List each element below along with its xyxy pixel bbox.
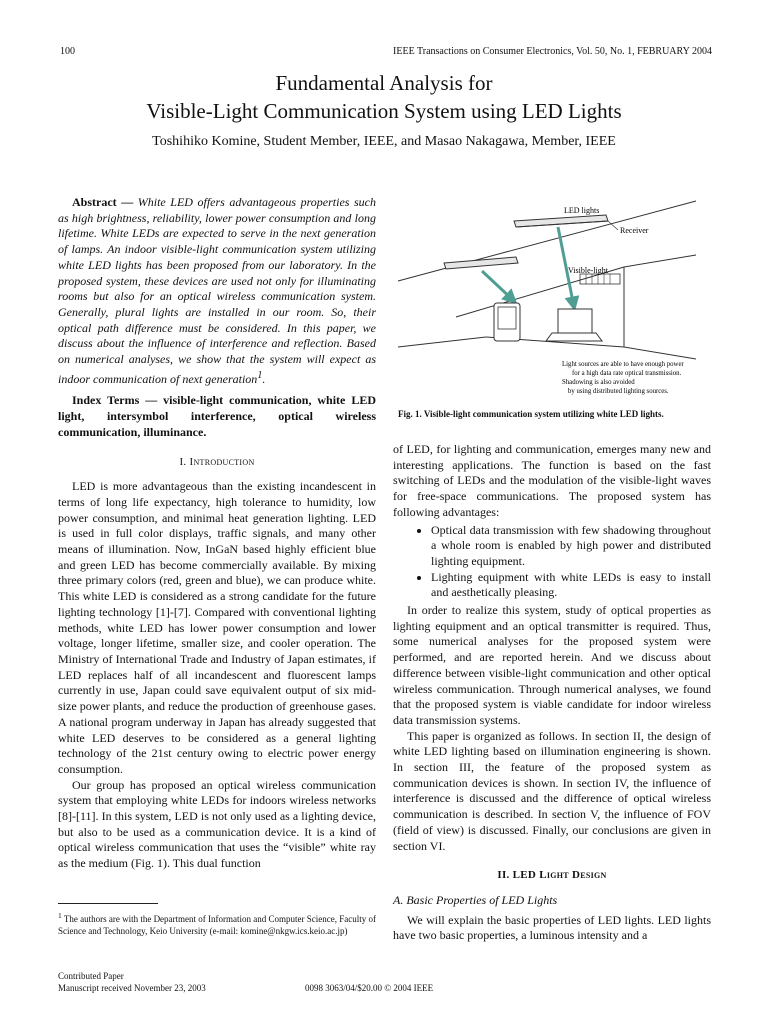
footnote	[58, 910, 376, 937]
footer-contributed: Contributed Paper	[58, 971, 124, 981]
footer-manuscript-date: Manuscript received November 23, 2003	[58, 983, 206, 993]
footnote-mark: 1	[257, 369, 263, 381]
abstract-end: .	[262, 371, 266, 386]
label-visible-light: Visible-light	[568, 266, 608, 275]
footnote-number: 1	[58, 911, 62, 920]
led-light-upper	[514, 215, 608, 227]
intro-paragraph-2-continued: of LED, for lighting and communication, emerges many new and interesting applications. The function is based on the fast switching of LEDs and the modulation of the visible-light waves for free-space communications. The proposed system has following advantages:	[393, 442, 711, 519]
note-line-2: for a high data rate optical transmission.	[572, 370, 682, 377]
section-heading-led-design	[393, 868, 711, 884]
footnote-divider	[58, 903, 158, 904]
section-title: LED Light Design	[512, 869, 607, 882]
window-blinds	[580, 274, 620, 284]
pda-device	[494, 303, 520, 341]
intro-paragraph-2: Our group has proposed an optical wireless communication system that employing white LEDs for indoors wireless networks [8]-[11]. In this system, LED is not only used as a lighting device, but also to be used as a communication device. It is a kind of optical wireless communication that uses the “visible” white ray as the medium (Fig. 1). This dual function	[58, 777, 376, 871]
note-line-3: Shadowing is also avoided	[562, 379, 635, 386]
list-item: • Lighting equipment with white LEDs is easy to install and aesthetically pleasing.	[431, 570, 711, 601]
room-illustration	[396, 197, 712, 402]
page-number: 100	[60, 46, 75, 57]
section-title: Introduction	[189, 455, 255, 468]
label-led-lights: LED lights	[564, 206, 600, 215]
abstract-text: White LED offers advantageous properties such as high brightness, reliability, lower power consumption and long lifetime. White LEDs are expected to serve in the next generation of lamps. An indoor visible-light communication system utilizing white LED lights has been proposed from our laboratory. In the proposed system, these devices are used not only for illuminating rooms but also for an optical wireless communication system. Generally, plural lights are installed in our room. So, their optical path difference must be considered. In this paper, we discuss about the influence of interference and reflection. Based on numerical analyses, we show that the system will expect as indoor communication of next generation	[58, 195, 377, 386]
right-column	[393, 442, 711, 944]
abstract-label: Abstract —	[72, 195, 134, 209]
arrow-icon	[482, 271, 514, 301]
figure-1	[396, 197, 712, 402]
laptop-device	[546, 309, 602, 341]
note-line-1: Light sources are able to have enough power	[562, 361, 684, 368]
section-heading-introduction	[58, 455, 376, 471]
footer-copyright: 0098 3063/04/$20.00 © 2004 IEEE	[305, 983, 434, 993]
intro-paragraph-1: LED is more advantageous than the existing incandescent in terms of long life expectancy, high tolerance to humidity, low power consumption, and minimal heat generation lighting. LED is used in full color displays, traffic signals, and many other means of illumination. Now, InGaN based highly efficient blue and green LED has become commercially available. By mixing three primary colors (red, green and blue), we can produce white. This white LED is considered as a strong candidate for the future lighting technology [1]-[7]. Compared with conventional lighting methods, white LED has lower power consumption and lower voltage, longer lifetime, smaller size, and cooler operation. The Ministry of International Trade and Industry of Japan estimates, if LED replaces half of all incandescent and fluorescent lamps currently in use, Japan could save equivalent output of six mid-size power plants, and reduce the production of greenhouse gases. A national program underway in Japan has already suggested that white LED deserves to be considered as a general lighting technology of the 21st century owing to electric power energy consumption.	[58, 479, 376, 776]
subsection-heading: A. Basic Properties of LED Lights	[393, 892, 558, 907]
index-terms: Index Terms — visible-light communication, white LED light, intersymbol interference, optical wireless communication, illuminance.	[58, 393, 376, 439]
intro-paragraph-4: This paper is organized as follows. In section II, the design of white LED lighting based on illumination engineering is shown. In section III, the feature of the proposed system as communication devices is shown. In section IV, the influence of interference is discussed and the difference of optical wireless communication is described. In section V, the influence of FOV (field of view) is discussed. Finally, our conclusions are given in section VI.	[393, 728, 711, 853]
author-line: Toshihiko Komine, Student Member, IEEE, and Masao Nakagawa, Member, IEEE	[152, 134, 616, 149]
intro-paragraph-3: In order to realize this system, study of optical properties as lighting equipment and an optical transmitter is required. Thus, some numerical analyses for the proposed system were performed, and are reported herein. And we discuss about difference between visible-light communication and other optical wireless communication. Through numerical analyses, we found that the proposed system is viable candidate for indoor wireless data transmission systems.	[393, 603, 711, 727]
journal-header: IEEE Transactions on Consumer Electronics, Vol. 50, No. 1, FEBRUARY 2004	[393, 46, 712, 57]
figure-caption: Fig. 1. Visible-light communication system utilizing white LED lights.	[398, 409, 664, 419]
label-receiver: Receiver	[620, 226, 649, 235]
section-number: I.	[179, 455, 187, 468]
paper-title-line-1: Fundamental Analysis for	[275, 71, 493, 95]
footnote-text: The authors are with the Department of Information and Computer Science, Faculty of Science and Technology, Keio University (e-mail: komine@nkgw.ics.keio.ac.jp)	[58, 914, 376, 936]
section2-paragraph-1: We will explain the basic properties of LED lights. LED lights have two basic properties, a luminous intensity and a	[393, 912, 711, 943]
note-line-4: by using distributed lighting sources.	[568, 388, 669, 395]
paper-title-line-2: Visible-Light Communication System using LED Lights	[146, 99, 622, 123]
left-column	[58, 195, 376, 872]
list-item: • Optical data transmission with few shadowing throughout a whole room is enabled by high power and distributed lighting equipment.	[431, 523, 711, 570]
advantages-list	[393, 523, 711, 602]
abstract	[58, 195, 376, 387]
section-number: II.	[497, 869, 510, 882]
